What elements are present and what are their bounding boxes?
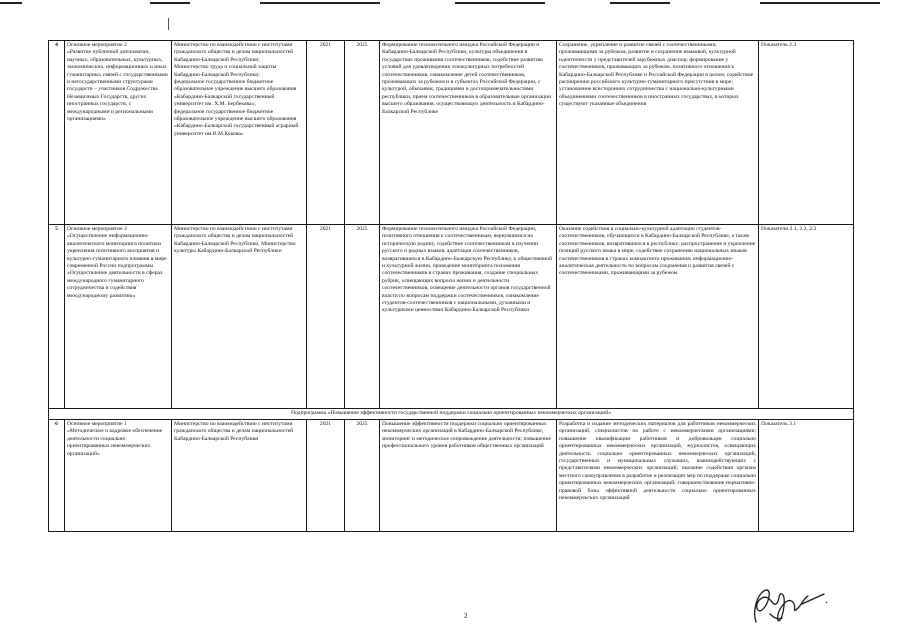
margin-mark <box>168 18 169 30</box>
table-row <box>49 420 854 532</box>
consequences-cell: Разработка и издание методических материалов для работников некоммерческих организаций, специалистов по работе с некоммерческими организациями; повышение квалификации работников и добровольцев социально ориентированных некоммерческих организаций, журналистов, освещающих деятельность социально ориентированных некоммерческих организаций, государственных и муниципальных служащих, взаимодействующих с представителями некоммерческих организаций; оказание содействия органам местного самоуправления в разработке и реализации мер по поддержке социально ориентированных некоммерческих организаций; совершенствование нормативно-правовой базы эффективной деятельности социально ориентированных некоммерческих организаций <box>557 420 759 532</box>
signature-stroke <box>755 590 824 622</box>
page-number: 2 <box>464 612 468 620</box>
end-year-cell: 2025 <box>345 225 380 409</box>
start-year-cell: 2021 <box>307 420 345 532</box>
event-cell: Основное мероприятие 2 «Развитие публичной дипломатии, научных, образовательных, культурных, экономических, информационных и иных гуманитарных связей с государственными и негосударственными структурами государств – участников Содружества Независимых Государств, других иностранных государств, с международными и региональными организациями» <box>65 41 172 225</box>
indicators-cell: Показатель 3.1 <box>759 420 854 532</box>
end-year-cell: 2025 <box>345 41 380 225</box>
event-cell: Основное мероприятие 1 «Методическое и кадровое обеспечение деятельности социально ориентированных некоммерческих организаций» <box>65 420 172 532</box>
indicators-cell: Показатели 2.1, 2.2, 2.3 <box>759 225 854 409</box>
executors-cell: Министерство по взаимодействию с институтами гражданского общества и делам национальностей Кабардино-Балкарской Республики, Министерство культуры Кабардино-Балкарской Республики <box>172 225 307 409</box>
executors-cell: Министерство по взаимодействию с институтами гражданского общества и делам национальностей Кабардино-Балкарской Республики; Министерство труда и социальной защиты Кабардино-Балкарской Республики; федеральное государственное бюджетное образовательное учреждение высшего образования «Кабардино-Балкарский государственный университет им. Х.М. Бербекова»; федеральное государственное бюджетное образовательное учреждение высшего образования «Кабардино-Балкарский государственный аграрный университет им.В.М.Кокова» <box>172 41 307 225</box>
table-row <box>49 225 854 409</box>
subprogram-row <box>49 409 854 420</box>
event-cell: Основное мероприятие 3 «Осуществление информационно-аналитического мониторинга политики укрепления позитивного восприятия и культурно-гуманитарного влияния в мире современной России подпрограммы «Осуществление деятельности в сферах международного гуманитарного сотрудничества и содействия международному развитию» <box>65 225 172 409</box>
row-number: 4 <box>49 41 65 225</box>
end-year-cell: 2025 <box>345 420 380 532</box>
signature-dot <box>826 602 827 603</box>
executors-cell: Министерство по взаимодействию с институтами гражданского общества и делам национальностей Кабардино-Балкарской Республики <box>172 420 307 532</box>
result-cell: Повышение эффективности поддержки социально ориентированных некоммерческих организаций в Кабардино-Балкарской Республике, мониторинг и методическое сопровождение деятельности; повышение профессионального уровня работников общественных организаций <box>380 420 557 532</box>
table-row <box>49 41 854 225</box>
start-year-cell: 2021 <box>307 41 345 225</box>
indicators-cell: Показатель 2.3 <box>759 41 854 225</box>
consequences-cell: Оказание содействия в социально-культурной адаптации студентов-соотечественников, обучающихся в Кабардино-Балкарской Республике, а также соотечественников, возвратившихся в республику; распространение и укрепление позиций русского языка в мире, содействие сохранению национальных языков соотечественников в странах компактного проживания; информационно-аналитическая деятельность по вопросам сохранения и развития связей с соотечественниками, проживающими за рубежом <box>557 225 759 409</box>
row-number: 5 <box>49 225 65 409</box>
program-events-table <box>48 40 854 532</box>
result-cell: Формирование положительного имиджа Российской Федерации, позитивного отношения к соотечественникам, вернувшимся на историческую родину, содействие соотечественникам в изучении русского и родных языков, адаптация соотечественников, возвратившихся в Кабардино-Балкарскую Республику, к общественной и культурной жизни, проведение мониторинга положения соотечественников в странах проживания, создание специальных рубрик, освещающих вопросы жизни и деятельности соотечественников, освещение деятельности органов государственной власти по вопросам поддержки соотечественников, ознакомление студентов-соотечественников с национальными, духовными и культурными ценностями Кабардино-Балкарской Республики <box>380 225 557 409</box>
result-cell: Формирование положительного имиджа Российской Федерации и Кабардино-Балкарской Республики, культуры объединения в государствах проживания соотечественников, содействие развитию условий для удовлетворения этнокультурных потребностей соотечественников, ознакомление детей соотечественников, проживающих за рубежом и в субъектах Российской Федерации, с культурой, обычаями, традициями и достопримечательностями республики, прием соотечественников в образовательные организации высшего образования, осуществляющих деятельность в Кабардино-Балкарской Республике <box>380 41 557 225</box>
top-edge-rule <box>0 0 905 8</box>
start-year-cell: 2021 <box>307 225 345 409</box>
row-number: 6 <box>49 420 65 532</box>
subprogram-title: Подпрограмма «Повышение эффективности государственной поддержки социально ориентированных некоммерческих организаций» <box>49 409 854 420</box>
consequences-cell: Сохранение, укрепление и развитие связей с соотечественниками, проживающими за рубежом, развитие и сохранение языковой, культурной идентичности у представителей зарубежных диаспор; формирование у соотечественников, проживающих за рубежом, позитивного отношения к Кабардино-Балкарской Республике и Российской Федерации в целом; содействие расширению российского культурно-гуманитарного присутствия в мире; установление всесторонних сотрудничества с национально-культурными объединениями соотечественников в иностранных государствах, в которых существуют указанные объединения <box>557 41 759 225</box>
handwritten-signature <box>742 574 832 634</box>
